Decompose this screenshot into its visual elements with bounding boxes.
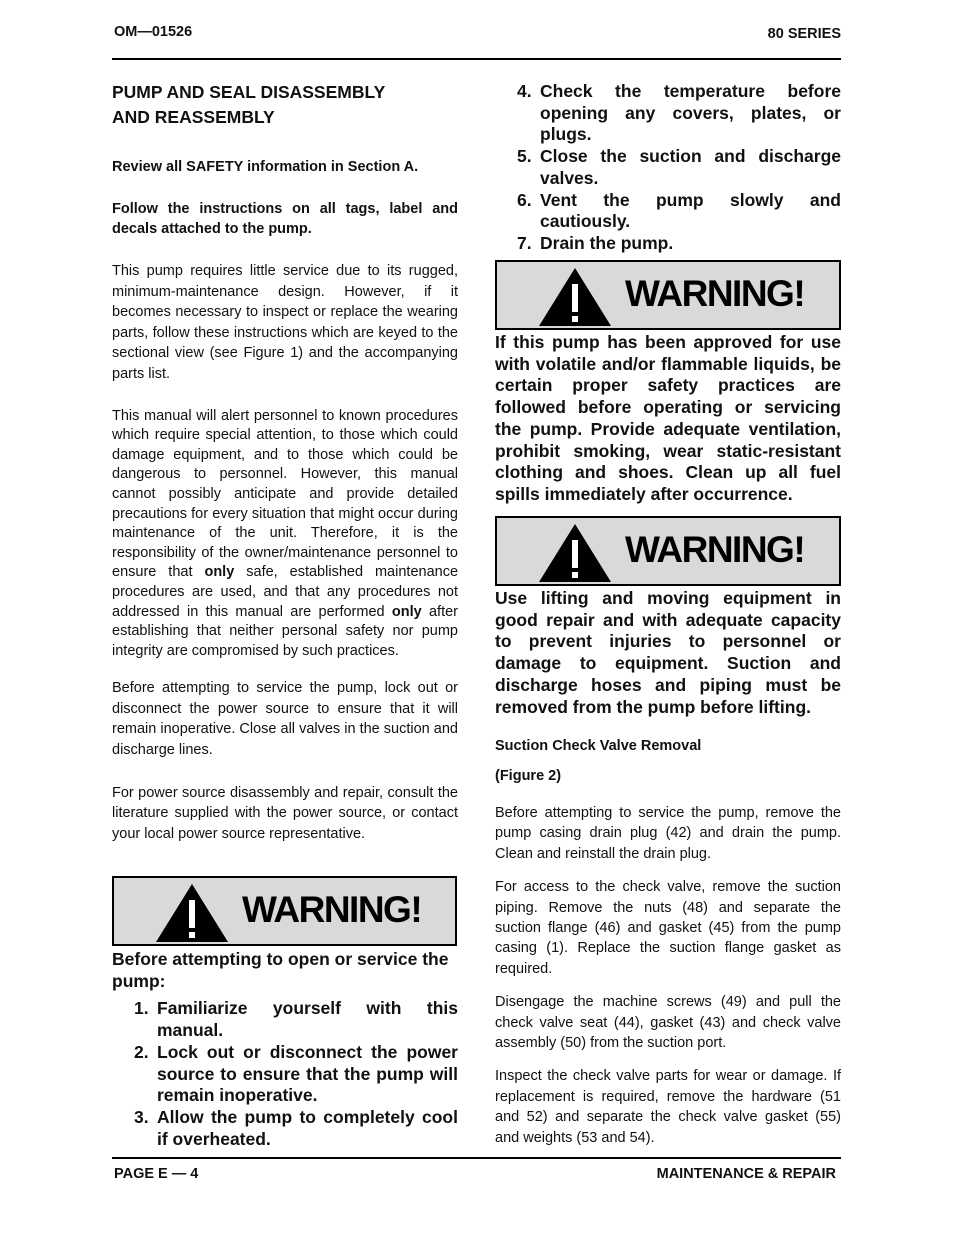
step-text: Allow the pump to completely cool if overheated. [157, 1106, 458, 1149]
personnel-text-a: This manual will alert personnel to known procedures which require special attention, to those which could damage equipment, and to those which could be dangerous to personnel. However, this manual cannot possibly anticipate and provide detailed precautions for every situation that might occur during maintenance of the unit. Therefore, it is the responsibility of the owner/maintenance personnel to ensure that [112, 407, 458, 581]
tags-note: Follow the instructions on all tags, label and decals attached to the pump. [112, 201, 458, 237]
warning-lifting-text: Use lifting and moving equipment in good repair and with adequate capacity to prevent injuries to personnel or damage to equipment. Suction and discharge hoses and piping must be removed from the pump before lifting. [495, 588, 841, 717]
list-item [517, 81, 841, 146]
access-paragraph: For access to the check valve, remove the suction piping. Remove the nuts (48) and separate the suction flange (46) and gasket (45) from the pump casing (1). Replace the suction flange gasket as required. [495, 879, 841, 977]
header-rule [112, 58, 841, 60]
check-valve-section [495, 736, 841, 1148]
step-text: Lock out or disconnect the power source to ensure that the pump will remain inoperative. [157, 1041, 458, 1106]
personnel-text-b: safe, established maintenance procedures are used, and that any procedures not addressed in this manual are performed [112, 564, 459, 620]
emphasis-only-1: only [204, 564, 235, 581]
power-source-paragraph: For power source disassembly and repair, consult the literature supplied with the power source, or contact your local power source representative. [112, 784, 458, 842]
warning-label-right-2: WARNING! [625, 529, 805, 570]
step-text: Check the temperature before opening any covers, plates, or plugs. [540, 81, 841, 145]
warning-label-left: WARNING! [242, 889, 422, 930]
warning-lifting-text-wrap [495, 588, 841, 718]
section-title [112, 80, 458, 130]
list-item [517, 190, 841, 233]
warning-flammable-text: If this pump has been approved for use with volatile and/or flammable liquids, be certain proper safety practices are followed before operating or servicing the pump. Provide adequate ventilation, prohibit smoking, wear static-resistant clothing and shoes. Clean up all fuel spills immediately after occurrence. [495, 332, 841, 504]
section-title-line2: AND REASSEMBLY [112, 107, 275, 127]
inspect-paragraph: Inspect the check valve parts for wear or damage. If replacement is required, remove the hardware (51 and 52) and separate the check valve gasket (55) and weights (53 and 54). [495, 1068, 841, 1146]
step-number: 1. [134, 998, 149, 1019]
step-number: 2. [134, 1041, 149, 1062]
step-text: Close the suction and discharge valves. [540, 146, 841, 188]
step-number: 5. [517, 146, 532, 167]
step-number: 4. [517, 81, 532, 101]
document-number: OM—01526 [114, 24, 193, 40]
list-item [517, 146, 841, 189]
warning-triangle-icon [537, 266, 613, 328]
warning-triangle-icon [154, 882, 230, 944]
disengage-paragraph: Disengage the machine screws (49) and pull the check valve seat (44), gasket (43) and check valve assembly (50) from the suction port. [495, 994, 841, 1052]
right-column-steps [495, 81, 841, 255]
warning-intro: Before attempting to open or service the pump: [112, 949, 449, 991]
warning-box-left [112, 876, 457, 946]
series-label: 80 SERIES [767, 26, 841, 42]
page-number: PAGE E — 4 [114, 1166, 199, 1182]
warning-label-right-1: WARNING! [625, 273, 805, 314]
footer-rule [112, 1157, 841, 1159]
step-number: 3. [134, 1106, 149, 1127]
warning-box-right-2 [495, 516, 841, 586]
step-text: Familiarize yourself with this manual. [157, 998, 458, 1041]
section-name: MAINTENANCE & REPAIR [656, 1166, 836, 1182]
list-item [134, 998, 458, 1041]
warning-box-right-1 [495, 260, 841, 330]
step-number: 7. [517, 232, 532, 253]
left-column [112, 80, 458, 844]
list-item [134, 1042, 458, 1107]
step-text: Drain the pump. [540, 232, 674, 253]
safety-note: Review all SAFETY information in Section A. [112, 159, 419, 175]
warning-triangle-icon [537, 522, 613, 584]
warning-flammable-text-wrap [495, 332, 841, 506]
subsection-heading: Suction Check Valve Removal [495, 738, 702, 754]
lockout-paragraph: Before attempting to service the pump, lock out or disconnect the power source to ensure that it will remain inoperative. Close all valves in the suction and discharge lines. [112, 680, 458, 759]
personnel-paragraph [112, 407, 458, 662]
list-item [134, 1107, 458, 1150]
step-number: 6. [517, 189, 532, 210]
emphasis-only-2: only [391, 603, 422, 620]
list-item [517, 233, 841, 255]
step-list-2 [517, 81, 841, 255]
intro-paragraph: This pump requires little service due to its rugged, minimum-maintenance design. However, if it becomes necessary to inspect or replace the wearing parts, follow these instructions which are keyed to the sectional view (see Figure 1) and the accompanying parts list. [112, 263, 458, 382]
left-warning-content [112, 949, 458, 1150]
figure-reference: (Figure 2) [495, 768, 562, 784]
step-text: Vent the pump slowly and cautiously. [540, 189, 841, 232]
personnel-text-c: after establishing that neither personal safety nor pump integrity are compromised by such practices. [112, 603, 458, 659]
step-list-1 [134, 998, 458, 1150]
drain-paragraph: Before attempting to service the pump, remove the pump casing drain plug (42) and drain the pump. Clean and reinstall the drain plug. [495, 805, 841, 862]
section-title-line1: PUMP AND SEAL DISASSEMBLY [112, 82, 386, 102]
